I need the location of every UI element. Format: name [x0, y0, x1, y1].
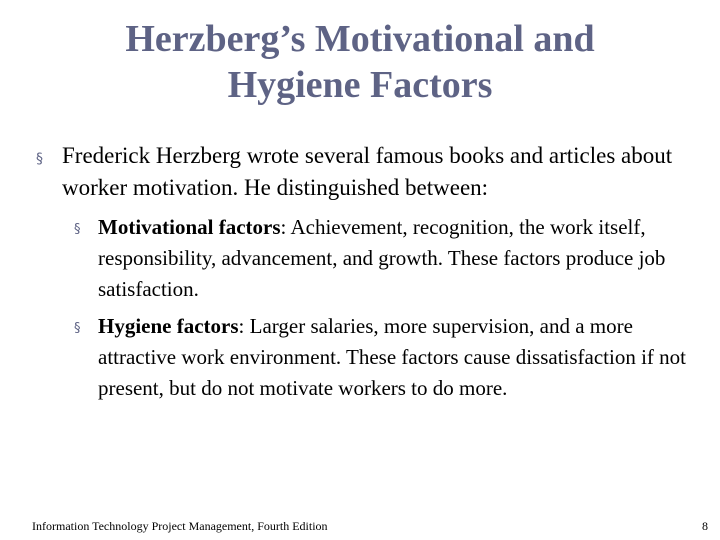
footer-source: Information Technology Project Management, Fourth Edition [32, 519, 328, 533]
section-sign-bullet-icon: § [74, 222, 81, 237]
slide-title-line-2: Hygiene Factors [227, 64, 493, 106]
sub-bullet-term: Hygiene factors [98, 314, 239, 338]
slide-title-line-1: Herzberg’s Motivational and [125, 18, 595, 60]
sub-bullet-item-motivational [74, 212, 698, 305]
sub-bullet-text: : Achievement, recognition, the work itself, responsibility, advancement, and growth. These factors produce job satisfaction. [98, 215, 666, 301]
section-sign-bullet-icon: § [74, 321, 81, 336]
sub-bullet-text: : Larger salaries, more supervision, and a more attractive work environment. These factors cause dissatisfaction if not present, but do not motivate workers to do more. [98, 314, 686, 400]
sub-bullet-item-hygiene [74, 311, 698, 404]
bullet-list [36, 140, 686, 410]
page-number: 8 [702, 519, 708, 533]
section-sign-bullet-icon: § [36, 151, 43, 167]
bullet-item [36, 140, 686, 204]
sub-bullet-term: Motivational factors [98, 215, 281, 239]
bullet-text: Frederick Herzberg wrote several famous books and articles about worker motivation. He distinguished between: [62, 143, 673, 200]
slide-title [40, 16, 680, 108]
